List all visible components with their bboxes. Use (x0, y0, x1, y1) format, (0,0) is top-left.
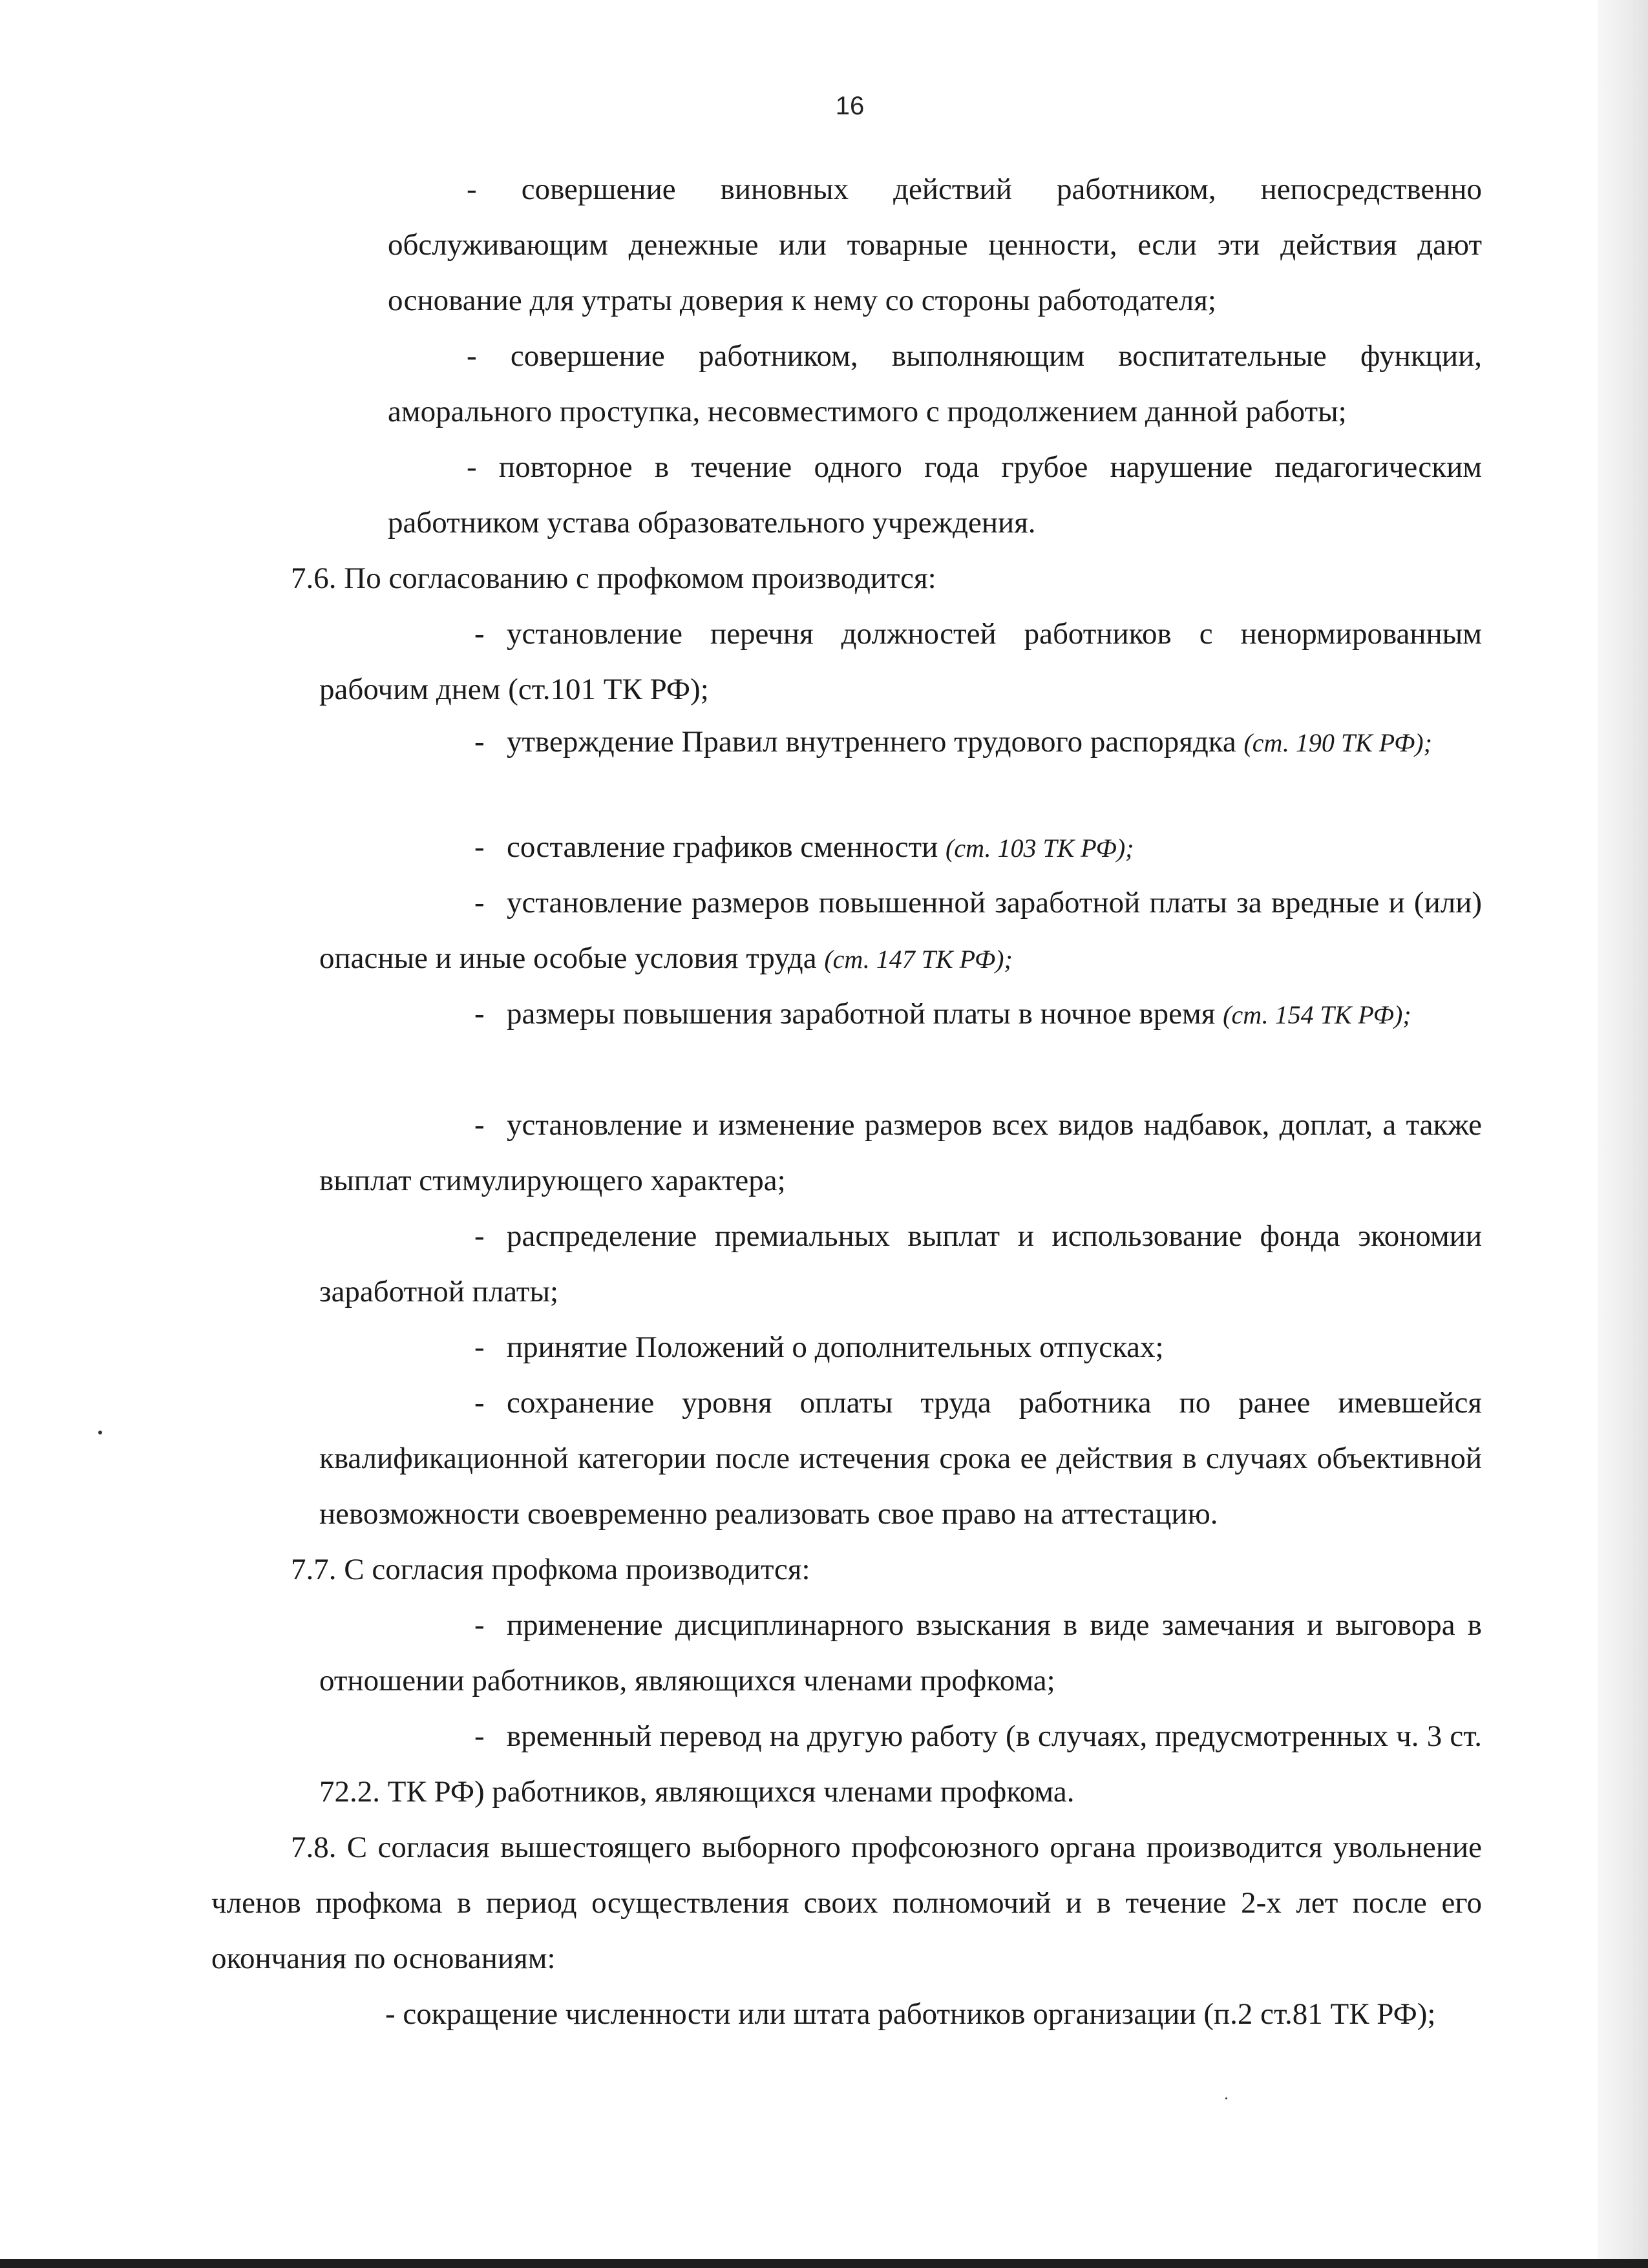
item-text: составление графиков сменности (507, 830, 946, 864)
list-item-7-6-6 (319, 1208, 1482, 1319)
dash-marker: - (474, 1330, 485, 1364)
item-text: принятие Положений о дополнительных отпусках; (507, 1330, 1164, 1364)
paragraph-b1-1 (388, 328, 1482, 439)
item-text: размеры повышения заработной платы в ночное время (507, 997, 1223, 1031)
scan-speck (98, 1431, 102, 1434)
dash-marker: - (474, 997, 485, 1031)
list-item-7-7-0 (319, 1597, 1482, 1708)
list-item-7-6-4 (319, 986, 1482, 1043)
dash-marker: - (474, 830, 485, 864)
item-text: временный перевод на другую работу (в случаях, предусмотренных ч. 3 ст. 72.2. ТК РФ) работников, являющихся членами профкома. (319, 1719, 1482, 1809)
paragraph-text: - совершение работником, выполняющим воспитательные функции, аморального проступка, несовместимого с продолжением данной работы; (388, 339, 1482, 428)
item-text: утверждение Правил внутреннего трудового распорядка (507, 725, 1244, 759)
item-text: сохранение уровня оплаты труда работника по ранее имевшейся квалификационной категории после истечения срока ее действия в случаях объективной невозможности своевременно реализовать свое право на аттестацию. (319, 1386, 1482, 1531)
item-text: распределение премиальных выплат и использование фонда экономии заработной платы; (319, 1219, 1482, 1308)
paragraph-text: 7.8. С согласия вышестоящего выборного профсоюзного органа производится увольнение членов профкома в период осуществления своих полномочий и в течение 2-х лет после его окончания по основаниям: (211, 1831, 1482, 1975)
list-item-7-6-3 (319, 875, 1482, 987)
item-text: установление перечня должностей работников с ненормированным рабочим днем (ст.101 ТК РФ); (319, 617, 1482, 706)
section-heading-7-7 (291, 1542, 1482, 1597)
dash-marker: - (474, 617, 485, 651)
law-reference: (ст. 154 ТК РФ); (1223, 1000, 1411, 1029)
list-item-7-8-0 (304, 1986, 1482, 2042)
section-paragraph-7-8 (211, 1820, 1482, 1986)
dash-marker: - (474, 1608, 485, 1642)
scan-bottom-edge (0, 2259, 1648, 2268)
dash-marker: - (474, 725, 485, 759)
list-item-7-6-0 (319, 606, 1482, 717)
page-number: 16 (835, 92, 865, 120)
dash-marker: - (474, 1219, 485, 1253)
dash-marker: - (474, 1108, 485, 1142)
list-item-7-6-5 (319, 1097, 1482, 1208)
list-item-7-7-1 (319, 1708, 1482, 1820)
list-item-7-6-2 (319, 819, 1482, 876)
paragraph-text: - повторное в течение одного года грубое нарушение педагогическим работником устава образовательного учреждения. (388, 450, 1482, 540)
paragraph-b1-0 (388, 162, 1482, 328)
law-reference: (ст. 103 ТК РФ); (945, 834, 1134, 863)
paragraph-text: - совершение виновных действий работником, непосредственно обслуживающим денежные или товарные ценности, если эти действия дают основание для утраты доверия к нему со стороны работодателя; (388, 173, 1482, 317)
section-heading-7-6 (291, 551, 1482, 606)
dash-marker: - (474, 886, 485, 919)
item-text: применение дисциплинарного взыскания в виде замечания и выговора в отношении работников, являющихся членами профкома; (319, 1608, 1482, 1697)
list-item-7-6-7 (319, 1319, 1482, 1375)
heading-text: 7.7. С согласия профкома производится: (291, 1553, 810, 1586)
list-item-7-6-8 (319, 1375, 1482, 1542)
paragraph-b1-2 (388, 439, 1482, 551)
item-text: - сокращение численности или штата работников организации (п.2 ст.81 ТК РФ); (385, 1997, 1436, 2031)
law-reference: (ст. 147 ТК РФ); (824, 945, 1013, 974)
law-reference: (ст. 190 ТК РФ); (1243, 728, 1432, 757)
dash-marker: - (474, 1386, 485, 1420)
dash-marker: - (474, 1719, 485, 1753)
list-item-7-6-1 (319, 717, 1482, 768)
scan-edge-shadow (1598, 0, 1648, 2268)
item-text: установление размеров повышенной заработной платы за вредные и (или) опасные и иные особые условия труда (319, 886, 1482, 975)
scan-speck (1225, 2097, 1227, 2099)
item-text: установление и изменение размеров всех видов надбавок, доплат, а также выплат стимулирующего характера; (319, 1108, 1482, 1197)
heading-text: 7.6. По согласованию с профкомом производится: (291, 562, 936, 595)
